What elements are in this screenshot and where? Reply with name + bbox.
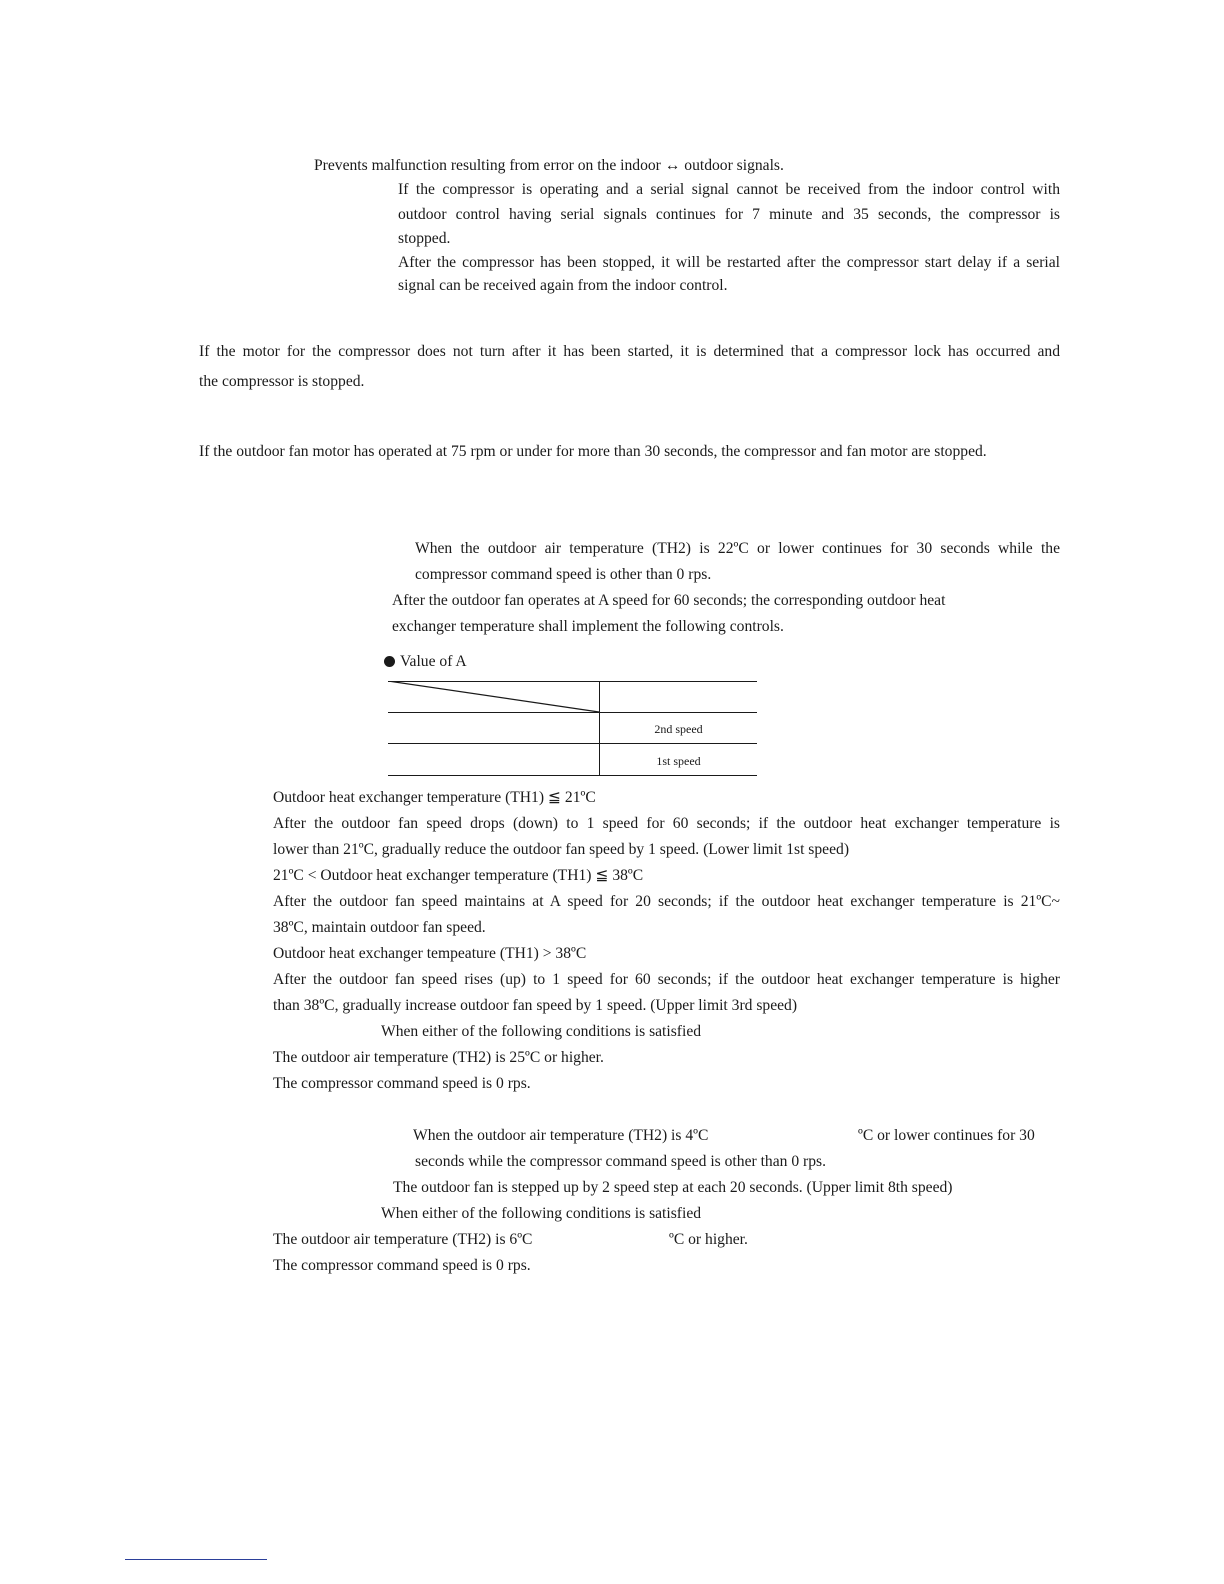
s5-start-part-a: When the outdoor air temperature (TH2) is 4ºC — [413, 1127, 709, 1144]
table-diagonal-header — [388, 681, 600, 713]
s1-p1-line2: outdoor control having serial signals continues for 7 minute and 35 seconds, the compressor is — [398, 206, 1060, 223]
c1-body-line1: After the outdoor fan speed drops (down) to 1 speed for 60 seconds; if the outdoor heat exchanger temperature is — [273, 815, 1060, 832]
s5-end-condition-1b: ºC or higher. — [669, 1231, 748, 1248]
s5-start-line2: seconds while the compressor command speed is other than 0 rps. — [415, 1153, 826, 1170]
s5-control: The outdoor fan is stepped up by 2 speed step at each 20 seconds. (Upper limit 8th speed) — [393, 1179, 953, 1196]
s5-end-condition-2: The compressor command speed is 0 rps. — [273, 1257, 531, 1274]
c1-body-line2: lower than 21ºC, gradually reduce the outdoor fan speed by 1 speed. (Lower limit 1st speed) — [273, 841, 850, 858]
footnote-rule — [125, 1559, 267, 1560]
s4-end-condition-1: The outdoor air temperature (TH2) is 25ºC or higher. — [273, 1049, 604, 1066]
value-of-a-label: Value of A — [400, 653, 467, 670]
s1-p1-line3: stopped. — [398, 230, 451, 247]
c2-title: 21ºC < Outdoor heat exchanger temperature (TH1) ≦ 38ºC — [273, 867, 644, 884]
s4-start-line1: When the outdoor air temperature (TH2) is 22ºC or lower continues for 30 seconds while the — [415, 540, 1060, 557]
s1-p2-line2: signal can be received again from the indoor control. — [398, 277, 728, 294]
c1-title: Outdoor heat exchanger temperature (TH1) ≦ 21ºC — [273, 789, 596, 806]
c3-body-line1: After the outdoor fan speed rises (up) to 1 speed for 60 seconds; if the outdoor heat exchanger temperature is higher — [273, 971, 1060, 988]
s4-control-line2: exchanger temperature shall implement the following controls. — [392, 618, 784, 635]
s4-end: When either of the following conditions is satisfied — [381, 1023, 702, 1040]
s4-end-condition-2: The compressor command speed is 0 rps. — [273, 1075, 531, 1092]
s4-control-line1: After the outdoor fan operates at A speed for 60 seconds; the corresponding outdoor heat — [392, 592, 946, 609]
table-row-1-value: 2nd speed — [654, 722, 703, 736]
table-rule-2 — [388, 743, 757, 744]
table-row-2-value: 1st speed — [656, 754, 701, 768]
s5-end: When either of the following conditions is satisfied — [381, 1205, 702, 1222]
c3-title: Outdoor heat exchanger tempeature (TH1) > 38ºC — [273, 945, 587, 962]
s5-end-condition-1a: The outdoor air temperature (TH2) is 6ºC — [273, 1231, 533, 1248]
s2-line1: If the motor for the compressor does not turn after it has been started, it is determined that a compressor lock has occurred and — [199, 343, 1060, 360]
s5-start-part-b: ºC or lower continues for 30 — [858, 1127, 1035, 1144]
c2-body-line2: 38ºC, maintain outdoor fan speed. — [273, 919, 486, 936]
table-rule-bottom — [388, 775, 757, 776]
s1-p2-line1: After the compressor has been stopped, it will be restarted after the compressor start delay if a serial — [398, 254, 1060, 271]
bullet-icon — [384, 656, 395, 667]
s1-p1-line1: If the compressor is operating and a serial signal cannot be received from the indoor control with — [398, 181, 1060, 198]
c2-body-line1: After the outdoor fan speed maintains at A speed for 20 seconds; if the outdoor heat exchanger temperature is 21ºC~ — [273, 893, 1060, 910]
value-of-a-heading — [384, 652, 467, 672]
s1-intro: Prevents malfunction resulting from error on the indoor ↔ outdoor signals. — [314, 157, 784, 174]
c3-body-line2: than 38ºC, gradually increase outdoor fan speed by 1 speed. (Upper limit 3rd speed) — [273, 997, 798, 1014]
s3-line: If the outdoor fan motor has operated at 75 rpm or under for more than 30 seconds, the compressor and fan motor are stopped. — [199, 443, 987, 460]
s4-start-line2: compressor command speed is other than 0 rps. — [415, 566, 712, 583]
s2-line2: the compressor is stopped. — [199, 373, 365, 390]
